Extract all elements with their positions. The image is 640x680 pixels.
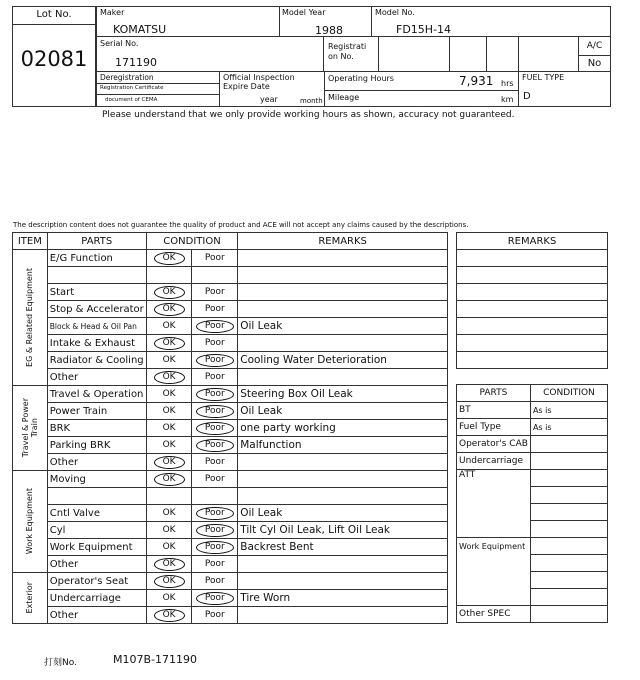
part-name bbox=[47, 488, 146, 505]
table-row bbox=[13, 284, 448, 301]
poor-option: Poor bbox=[204, 610, 225, 620]
ok-circled: OK bbox=[154, 473, 185, 486]
group-cell bbox=[13, 471, 48, 573]
part-name: Stop & Accelerator bbox=[47, 301, 146, 318]
registration-cell bbox=[323, 36, 379, 72]
ok-option: OK bbox=[162, 389, 176, 399]
poor-cell bbox=[192, 590, 238, 607]
poor-option: Poor bbox=[204, 559, 225, 569]
poor-option: Poor bbox=[204, 304, 225, 314]
poor-option: Poor bbox=[204, 474, 225, 484]
remark bbox=[238, 454, 448, 471]
other-spec-label: Other SPEC bbox=[457, 606, 531, 623]
maker-value: KOMATSU bbox=[113, 23, 167, 36]
poor-option: Poor bbox=[204, 457, 225, 467]
poor-cell bbox=[192, 556, 238, 573]
part-name: Operator's Seat bbox=[47, 573, 146, 590]
remarks-blank-cell bbox=[457, 301, 608, 318]
model-year-cell bbox=[279, 6, 372, 37]
remark bbox=[238, 284, 448, 301]
parts-row bbox=[457, 436, 608, 453]
poor-cell bbox=[192, 488, 238, 505]
col-remarks: REMARKS bbox=[238, 233, 448, 250]
ok-circled: OK bbox=[154, 558, 185, 571]
right-part-name: Operator's CAB bbox=[457, 436, 531, 453]
inspection-label: Official Inspection Expire Date bbox=[223, 73, 295, 91]
table-row bbox=[13, 488, 448, 505]
registration-label: Registrati on No. bbox=[328, 42, 367, 61]
poor-option: Poor bbox=[204, 576, 225, 586]
table-row bbox=[13, 454, 448, 471]
lot-number: 02081 bbox=[20, 47, 88, 71]
remarks-blank-cell bbox=[457, 335, 608, 352]
ok-cell bbox=[146, 301, 192, 318]
poor-option: Poor bbox=[204, 287, 225, 297]
fuel-type-value: D bbox=[523, 91, 531, 102]
lot-box bbox=[12, 6, 96, 107]
ok-option: OK bbox=[162, 423, 176, 433]
ok-option: OK bbox=[162, 593, 176, 603]
part-name: Other bbox=[47, 454, 146, 471]
serial-label: Serial No. bbox=[100, 39, 139, 48]
ok-cell bbox=[146, 420, 192, 437]
table-row bbox=[13, 318, 448, 335]
remarks-row bbox=[457, 318, 608, 335]
ok-cell bbox=[146, 284, 192, 301]
serial-cell bbox=[96, 36, 324, 72]
fuel-type-cell bbox=[518, 71, 611, 107]
right-blank-cell bbox=[530, 538, 607, 555]
poor-cell bbox=[192, 267, 238, 284]
remark bbox=[238, 267, 448, 284]
inspection-cell bbox=[219, 71, 325, 107]
ok-circled: OK bbox=[154, 456, 185, 469]
right-blank-cell bbox=[530, 606, 607, 623]
right-col-condition: CONDITION bbox=[530, 385, 607, 402]
remark bbox=[238, 573, 448, 590]
parts-row bbox=[457, 606, 608, 623]
remark: Oil Leak bbox=[238, 403, 448, 420]
table-row bbox=[13, 250, 448, 267]
ac-label: A/C bbox=[586, 41, 603, 51]
fuel-type-label: FUEL TYPE bbox=[522, 73, 565, 82]
poor-cell bbox=[192, 352, 238, 369]
part-name: Power Train bbox=[47, 403, 146, 420]
right-blank-cell bbox=[530, 589, 607, 606]
right-part-cond bbox=[530, 453, 607, 470]
right-part-name: Undercarriage bbox=[457, 453, 531, 470]
parts-row bbox=[457, 538, 608, 555]
model-year-value: 1988 bbox=[315, 24, 343, 37]
remark: Oil Leak bbox=[238, 318, 448, 335]
ok-cell bbox=[146, 352, 192, 369]
model-no-value: FD15H-14 bbox=[396, 23, 452, 36]
ok-option: OK bbox=[162, 406, 176, 416]
table-row bbox=[13, 522, 448, 539]
km-label: km bbox=[501, 95, 514, 104]
right-part-cond bbox=[530, 436, 607, 453]
poor-cell bbox=[192, 437, 238, 454]
reg-box-4 bbox=[518, 36, 579, 72]
part-name bbox=[47, 267, 146, 284]
ok-option: OK bbox=[162, 542, 176, 552]
remark: Cooling Water Deterioration bbox=[238, 352, 448, 369]
right-blank-cell bbox=[530, 521, 607, 538]
remark: Tilt Cyl Oil Leak, Lift Oil Leak bbox=[238, 522, 448, 539]
table-row bbox=[13, 369, 448, 386]
remarks-row bbox=[457, 250, 608, 267]
right-part-cond: As is bbox=[530, 402, 607, 419]
deregistration-cell bbox=[96, 71, 220, 107]
parts-row bbox=[457, 470, 608, 487]
reg-box-2 bbox=[449, 36, 487, 72]
poor-circled: Poor bbox=[196, 592, 234, 605]
reg-cert-label: Registration Certificate bbox=[100, 85, 164, 91]
right-blank-cell bbox=[530, 504, 607, 521]
lot-label: Lot No. bbox=[13, 7, 95, 25]
table-row bbox=[13, 607, 448, 624]
ok-option: OK bbox=[162, 525, 176, 535]
part-name: Travel & Operation bbox=[47, 386, 146, 403]
parts-row bbox=[457, 419, 608, 436]
ok-cell bbox=[146, 607, 192, 624]
ok-cell bbox=[146, 335, 192, 352]
poor-circled: Poor bbox=[196, 388, 234, 401]
right-blank-cell bbox=[530, 555, 607, 572]
poor-circled: Poor bbox=[196, 354, 234, 367]
poor-circled: Poor bbox=[196, 541, 234, 554]
condition-table bbox=[12, 232, 448, 624]
ok-circled: OK bbox=[154, 609, 185, 622]
col-parts: PARTS bbox=[47, 233, 146, 250]
att-label: ATT bbox=[457, 470, 531, 538]
remark bbox=[238, 471, 448, 488]
poor-cell bbox=[192, 454, 238, 471]
ok-circled: OK bbox=[154, 303, 185, 316]
parts-row bbox=[457, 453, 608, 470]
remarks-blank-cell bbox=[457, 250, 608, 267]
group-cell bbox=[13, 573, 48, 624]
poor-option: Poor bbox=[204, 338, 225, 348]
remarks-blank-cell bbox=[457, 267, 608, 284]
ok-cell bbox=[146, 573, 192, 590]
ok-cell bbox=[146, 556, 192, 573]
group-label: Travel & Power Train bbox=[20, 398, 39, 458]
remark bbox=[238, 250, 448, 267]
table-row bbox=[13, 403, 448, 420]
poor-cell bbox=[192, 403, 238, 420]
remark: Tire Worn bbox=[238, 590, 448, 607]
table-row bbox=[13, 505, 448, 522]
operating-hours-value: 7,931 bbox=[459, 74, 494, 88]
poor-cell bbox=[192, 505, 238, 522]
ok-cell bbox=[146, 437, 192, 454]
table-row bbox=[13, 471, 448, 488]
ok-cell bbox=[146, 539, 192, 556]
table-row bbox=[13, 420, 448, 437]
ok-circled: OK bbox=[154, 286, 185, 299]
remarks-row bbox=[457, 284, 608, 301]
poor-cell bbox=[192, 318, 238, 335]
ok-circled: OK bbox=[154, 575, 185, 588]
operating-hours-label: Operating Hours bbox=[328, 74, 394, 83]
right-part-name: Fuel Type bbox=[457, 419, 531, 436]
table-row bbox=[13, 539, 448, 556]
ok-cell bbox=[146, 454, 192, 471]
ok-cell bbox=[146, 267, 192, 284]
right-blank-cell bbox=[530, 487, 607, 504]
table-row bbox=[13, 573, 448, 590]
model-no-cell bbox=[371, 6, 611, 37]
right-remarks-table bbox=[456, 232, 608, 369]
right-remarks-title: REMARKS bbox=[457, 233, 608, 250]
poor-circled: Poor bbox=[196, 439, 234, 452]
remarks-row bbox=[457, 301, 608, 318]
right-col-parts: PARTS bbox=[457, 385, 531, 402]
remark: Oil Leak bbox=[238, 505, 448, 522]
remarks-blank-cell bbox=[457, 352, 608, 369]
poor-cell bbox=[192, 335, 238, 352]
remark bbox=[238, 488, 448, 505]
group-label: Work Equipment bbox=[25, 488, 35, 555]
poor-option: Poor bbox=[204, 372, 225, 382]
col-item: ITEM bbox=[13, 233, 48, 250]
deregistration-label: Deregistration bbox=[100, 73, 154, 82]
poor-cell bbox=[192, 522, 238, 539]
remark: one party working bbox=[238, 420, 448, 437]
model-no-label: Model No. bbox=[375, 8, 415, 17]
work-equipment-label: Work Equipment bbox=[457, 538, 531, 606]
remark bbox=[238, 607, 448, 624]
poor-cell bbox=[192, 369, 238, 386]
part-name: Intake & Exhaust bbox=[47, 335, 146, 352]
poor-circled: Poor bbox=[196, 405, 234, 418]
part-name: E/G Function bbox=[47, 250, 146, 267]
col-condition: CONDITION bbox=[146, 233, 237, 250]
poor-cell bbox=[192, 471, 238, 488]
ok-cell bbox=[146, 522, 192, 539]
remarks-row bbox=[457, 267, 608, 284]
group-cell bbox=[13, 250, 48, 386]
ok-cell bbox=[146, 369, 192, 386]
part-name: Parking BRK bbox=[47, 437, 146, 454]
remark: Malfunction bbox=[238, 437, 448, 454]
part-name: BRK bbox=[47, 420, 146, 437]
ok-circled: OK bbox=[154, 252, 185, 265]
operating-hours-cell bbox=[324, 71, 519, 107]
ok-circled: OK bbox=[154, 337, 185, 350]
ok-cell bbox=[146, 250, 192, 267]
right-blank-cell bbox=[530, 470, 607, 487]
poor-cell bbox=[192, 386, 238, 403]
ok-option: OK bbox=[162, 508, 176, 518]
remarks-blank-cell bbox=[457, 284, 608, 301]
part-name: Undercarriage bbox=[47, 590, 146, 607]
remark: Steering Box Oil Leak bbox=[238, 386, 448, 403]
stamp-value: M107B-171190 bbox=[113, 653, 197, 666]
part-name: Block & Head & Oil Pan bbox=[47, 318, 146, 335]
group-cell bbox=[13, 386, 48, 471]
poor-circled: Poor bbox=[196, 507, 234, 520]
poor-option: Poor bbox=[204, 253, 225, 263]
remark bbox=[238, 301, 448, 318]
ok-circled: OK bbox=[154, 371, 185, 384]
reg-box-3 bbox=[486, 36, 519, 72]
table-row bbox=[13, 335, 448, 352]
cema-label: document of CEMA bbox=[105, 97, 158, 103]
poor-cell bbox=[192, 301, 238, 318]
remarks-blank-cell bbox=[457, 318, 608, 335]
remark bbox=[238, 556, 448, 573]
right-parts-table bbox=[456, 384, 608, 623]
part-name: Cyl bbox=[47, 522, 146, 539]
ok-option: OK bbox=[162, 321, 176, 331]
part-name: Other bbox=[47, 556, 146, 573]
part-name: Other bbox=[47, 607, 146, 624]
table-row bbox=[13, 352, 448, 369]
table-row bbox=[13, 590, 448, 607]
ok-option: OK bbox=[162, 440, 176, 450]
ok-option: OK bbox=[162, 355, 176, 365]
reg-box-1 bbox=[378, 36, 450, 72]
month-label: month bbox=[300, 97, 323, 105]
model-year-label: Model Year bbox=[282, 8, 326, 17]
table-row bbox=[13, 386, 448, 403]
ok-cell bbox=[146, 505, 192, 522]
right-blank-cell bbox=[530, 572, 607, 589]
poor-cell bbox=[192, 573, 238, 590]
remark bbox=[238, 369, 448, 386]
remarks-row bbox=[457, 352, 608, 369]
serial-value: 171190 bbox=[115, 56, 157, 69]
hours-notice: Please understand that we only provide working hours as shown, accuracy not guaranteed. bbox=[102, 110, 515, 120]
parts-row bbox=[457, 402, 608, 419]
part-name: Radiator & Cooling bbox=[47, 352, 146, 369]
maker-label: Maker bbox=[100, 8, 125, 17]
part-name: Moving bbox=[47, 471, 146, 488]
maker-cell bbox=[96, 6, 280, 37]
ok-cell bbox=[146, 488, 192, 505]
ac-value: No bbox=[579, 55, 610, 72]
part-name: Work Equipment bbox=[47, 539, 146, 556]
right-part-name: BT bbox=[457, 402, 531, 419]
reg-cert-row bbox=[97, 83, 219, 95]
poor-cell bbox=[192, 250, 238, 267]
right-part-cond: As is bbox=[530, 419, 607, 436]
table-row bbox=[13, 556, 448, 573]
year-label: year bbox=[260, 95, 278, 104]
hours-row bbox=[325, 72, 518, 91]
ok-cell bbox=[146, 403, 192, 420]
ok-cell bbox=[146, 590, 192, 607]
remark: Backrest Bent bbox=[238, 539, 448, 556]
disclaimer: The description content does not guarantee the quality of product and ACE will not accept any claims caused by the descriptions. bbox=[13, 221, 469, 229]
ok-cell bbox=[146, 386, 192, 403]
table-row bbox=[13, 437, 448, 454]
part-name: Cntl Valve bbox=[47, 505, 146, 522]
poor-cell bbox=[192, 539, 238, 556]
poor-circled: Poor bbox=[196, 524, 234, 537]
ok-cell bbox=[146, 318, 192, 335]
poor-cell bbox=[192, 607, 238, 624]
remarks-row bbox=[457, 335, 608, 352]
ok-cell bbox=[146, 471, 192, 488]
stamp-label: 打刻No. bbox=[44, 658, 77, 668]
poor-cell bbox=[192, 420, 238, 437]
poor-cell bbox=[192, 284, 238, 301]
remark bbox=[238, 335, 448, 352]
poor-circled: Poor bbox=[196, 422, 234, 435]
ac-cell bbox=[578, 36, 611, 72]
group-label: EG & Related Equipment bbox=[25, 268, 35, 367]
table-row bbox=[13, 301, 448, 318]
group-label: Exterior bbox=[25, 582, 35, 614]
poor-circled: Poor bbox=[196, 320, 234, 333]
part-name: Other bbox=[47, 369, 146, 386]
hrs-label: hrs bbox=[501, 79, 514, 88]
table-row bbox=[13, 267, 448, 284]
mileage-label: Mileage bbox=[328, 93, 360, 102]
part-name: Start bbox=[47, 284, 146, 301]
